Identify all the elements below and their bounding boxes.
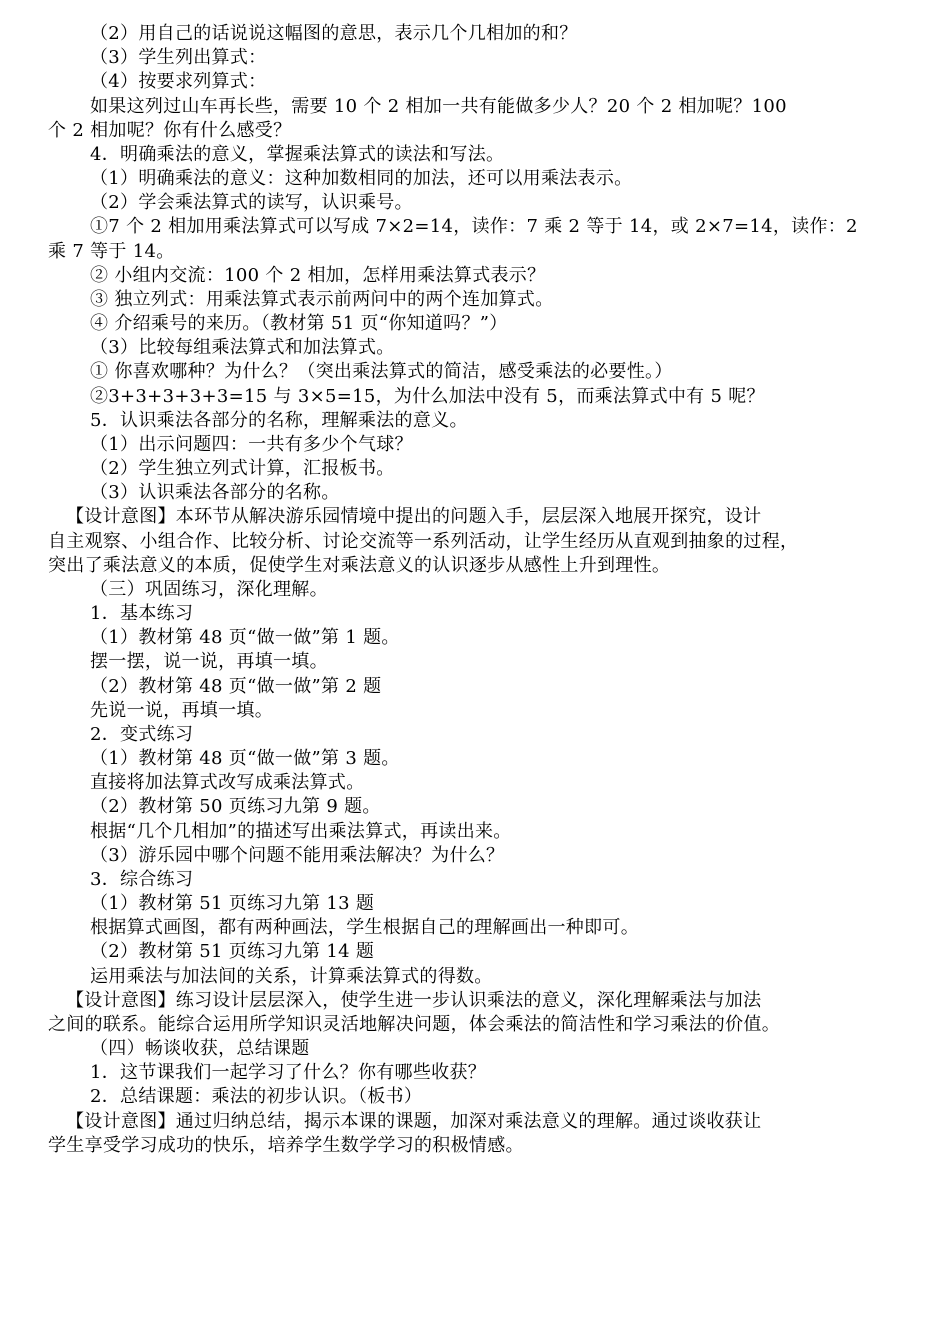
text-line: 根据“几个几相加”的描述写出乘法算式，再读出来。 — [90, 821, 512, 842]
text-line: （2）学会乘法算式的读写，认识乘号。 — [90, 192, 413, 213]
text-line: 如果这列过山车再长些，需要 10 个 2 相加一共有能做多少人？20 个 2 相加呢？100 — [90, 96, 787, 117]
text-line: （3）游乐园中哪个问题不能用乘法解决？为什么？ — [90, 845, 505, 866]
text-line: 1．这节课我们一起学习了什么？你有哪些收获？ — [90, 1062, 487, 1083]
text-line: （2）教材第 48 页“做一做”第 2 题 — [90, 676, 382, 697]
text-line: ②3+3+3+3+3=15 与 3×5=15，为什么加法中没有 5，而乘法算式中有 5 呢？ — [90, 386, 765, 407]
text-line: 突出了乘法意义的本质，促使学生对乘法意义的认识逐步从感性上升到理性。 — [48, 555, 671, 576]
text-line: 【设计意图】本环节从解决游乐园情境中提出的问题入手，层层深入地展开探究，设计 — [66, 506, 762, 527]
text-line: 直接将加法算式改写成乘法算式。 — [90, 772, 365, 793]
text-line: 根据算式画图，都有两种画法，学生根据自己的理解画出一种即可。 — [90, 917, 639, 938]
text-line: （3）学生列出算式： — [90, 47, 267, 68]
text-line: 2．变式练习 — [90, 724, 194, 745]
text-line: 之间的联系。能综合运用所学知识灵活地解决问题，体会乘法的简洁性和学习乘法的价值。 — [48, 1014, 780, 1035]
text-line: ①7 个 2 相加用乘法算式可以写成 7×2=14，读作：7 乘 2 等于 14，或 2×7=14，读作：2 — [90, 216, 858, 237]
text-line: 【设计意图】练习设计层层深入，使学生进一步认识乘法的意义，深化理解乘法与加法 — [66, 990, 762, 1011]
text-line: ① 你喜欢哪种？为什么？（突出乘法算式的简洁，感受乘法的必要性。） — [90, 361, 673, 382]
text-line: ④ 介绍乘号的来历。（教材第 51 页“你知道吗？”） — [90, 313, 508, 334]
text-line: ② 小组内交流：100 个 2 相加，怎样用乘法算式表示？ — [90, 265, 546, 286]
text-line: （1）教材第 51 页练习九第 13 题 — [90, 893, 375, 914]
text-line: （2）用自己的话说说这幅图的意思，表示几个几相加的和？ — [90, 23, 578, 44]
text-line: （1）明确乘法的意义：这种加数相同的加法，还可以用乘法表示。 — [90, 168, 633, 189]
text-line: 【设计意图】通过归纳总结，揭示本课的课题，加深对乘法意义的理解。通过谈收获让 — [66, 1111, 762, 1132]
text-line: （4）按要求列算式： — [90, 71, 267, 92]
text-line: （四）畅谈收获，总结课题 — [90, 1038, 310, 1059]
text-line: 学生享受学习成功的快乐，培养学生数学学习的积极情感。 — [48, 1135, 524, 1156]
text-line: （1）教材第 48 页“做一做”第 1 题。 — [90, 627, 400, 648]
text-line: 3．综合练习 — [90, 869, 194, 890]
text-line: （3）认识乘法各部分的名称。 — [90, 482, 340, 503]
text-line: 5．认识乘法各部分的名称，理解乘法的意义。 — [90, 410, 468, 431]
text-line: （1）出示问题四：一共有多少个气球？ — [90, 434, 413, 455]
text-line: （2）学生独立列式计算，汇报板书。 — [90, 458, 395, 479]
text-line: （2）教材第 51 页练习九第 14 题 — [90, 941, 375, 962]
text-line: 自主观察、小组合作、比较分析、讨论交流等一系列活动，让学生经历从直观到抽象的过程， — [48, 531, 799, 552]
text-line: （2）教材第 50 页练习九第 9 题。 — [90, 796, 381, 817]
text-line: 乘 7 等于 14。 — [48, 241, 175, 262]
text-line: （3）比较每组乘法算式和加法算式。 — [90, 337, 395, 358]
text-line: ③ 独立列式：用乘法算式表示前两问中的两个连加算式。 — [90, 289, 554, 310]
text-line: 2．总结课题：乘法的初步认识。（板书） — [90, 1086, 423, 1107]
text-line: 4．明确乘法的意义，掌握乘法算式的读法和写法。 — [90, 144, 505, 165]
text-line: （三）巩固练习，深化理解。 — [90, 579, 328, 600]
text-line: （1）教材第 48 页“做一做”第 3 题。 — [90, 748, 400, 769]
text-line: 先说一说，再填一填。 — [90, 700, 273, 721]
text-line: 1．基本练习 — [90, 603, 194, 624]
text-line: 摆一摆，说一说，再填一填。 — [90, 651, 328, 672]
text-line: 个 2 相加呢？你有什么感受？ — [48, 120, 292, 141]
text-line: 运用乘法与加法间的关系，计算乘法算式的得数。 — [90, 966, 493, 987]
